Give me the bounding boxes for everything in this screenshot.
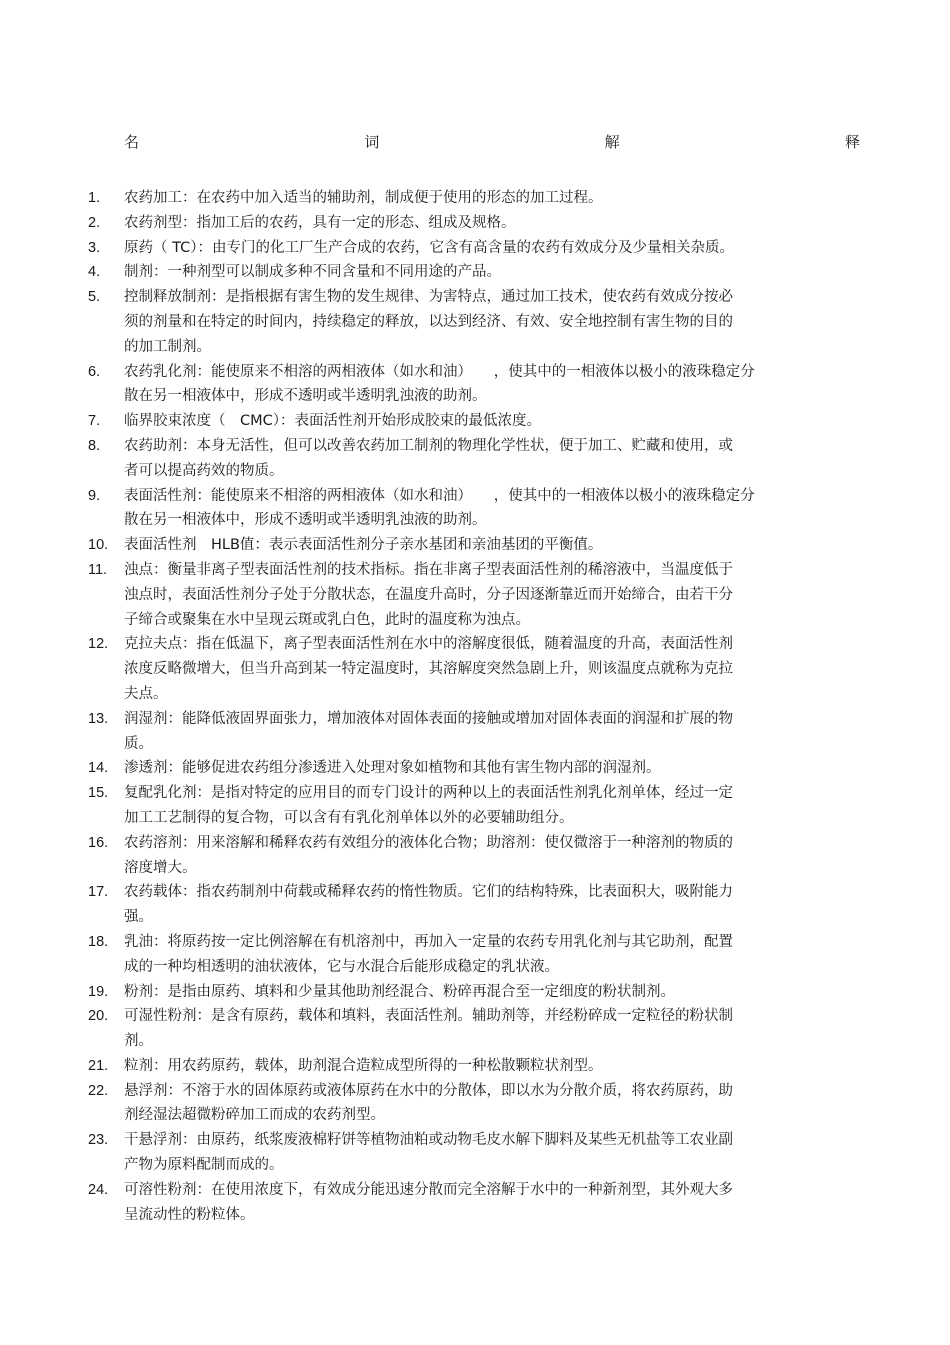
list-item xyxy=(0,484,950,534)
item-number: 1. xyxy=(88,190,101,206)
item-definition: 粒剂：用农药原药，载体，助剂混合造粒成型所得的一种松散颗粒状剂型。 xyxy=(124,1057,603,1074)
list-item xyxy=(0,186,950,211)
item-definition: 原药（ TC）：由专门的化工厂生产合成的农药，它含有高含量的农药有效成分及少量相关杂质。 xyxy=(124,239,734,256)
item-number: 4. xyxy=(88,264,101,281)
item-definition: 乳油：将原药按一定比例溶解在有机溶剂中，再加入一定量的农药专用乳化剂与其它助剂，配置 成的一种均相透明的油状液体，它与水混合后能形成稳定的乳状液。 xyxy=(124,933,733,975)
item-definition: 克拉夫点：指在低温下，离子型表面活性剂在水中的溶解度很低，随着温度的升高，表面活性剂 浓度反略微增大，但当升高到某一特定温度时，其溶解度突然急剧上升，则该温度点就称为克拉 夫点。 xyxy=(124,636,733,702)
list-item xyxy=(0,707,950,757)
list-item xyxy=(0,558,950,632)
list-item xyxy=(0,236,950,261)
item-number: 15. xyxy=(88,785,109,802)
item-number: 19. xyxy=(88,983,109,1000)
item-number: 24. xyxy=(88,1181,109,1198)
item-definition: 表面活性剂 HLB值：表示表面活性剂分子亲水基团和亲油基团的平衡值。 xyxy=(124,537,603,554)
item-definition: 农药乳化剂：能使原来不相溶的两相液体（如水和油） ，使其中的一相液体以极小的液珠稳定分 散在另一相液体中，形成不透明或半透明乳浊液的助剂。 xyxy=(124,363,755,405)
item-definition: 可湿性粉剂：是含有原药，载体和填料，表面活性剂。辅助剂等，并经粉碎成一定粒径的粉状制 剂。 xyxy=(124,1008,733,1050)
list-item xyxy=(0,409,950,434)
item-number: 23. xyxy=(88,1132,109,1149)
item-number: 11. xyxy=(88,561,108,578)
list-item xyxy=(0,285,950,359)
list-item xyxy=(0,260,950,285)
item-number: 3. xyxy=(88,239,101,256)
list-item xyxy=(0,1128,950,1178)
term-list xyxy=(0,186,950,1227)
item-definition: 临界胶束浓度（ CMC）：表面活性剂开始形成胶束的最低浓度。 xyxy=(124,413,542,430)
item-number: 2. xyxy=(88,214,101,231)
item-number: 22. xyxy=(88,1082,109,1099)
item-definition: 农药溶剂：用来溶解和稀释农药有效组分的液体化合物；助溶剂：使仅微溶于一种溶剂的物质的 溶度增大。 xyxy=(124,834,733,876)
item-definition: 农药载体：指农药制剂中荷载或稀释农药的惰性物质。它们的结构特殊，比表面积大，吸附能力 强。 xyxy=(124,884,733,926)
list-item xyxy=(0,1079,950,1129)
item-number: 10. xyxy=(88,537,109,554)
item-definition: 农药加工：在农药中加入适当的辅助剂，制成便于使用的形态的加工过程。 xyxy=(124,190,603,206)
item-definition: 干悬浮剂：由原药，纸浆废液棉籽饼等植物油粕或动物毛皮水解下脚料及某些无机盐等工农业副 产物为原料配制而成的。 xyxy=(124,1132,733,1174)
item-number: 17. xyxy=(88,884,109,901)
item-number: 9. xyxy=(88,487,101,504)
item-number: 16. xyxy=(88,834,109,851)
list-item xyxy=(0,756,950,781)
title-char: 词 xyxy=(364,133,380,151)
item-definition: 粉剂：是指由原药、填料和少量其他助剂经混合、粉碎再混合至一定细度的粉状制剂。 xyxy=(124,983,675,1000)
item-definition: 渗透剂：能够促进农药组分渗透进入处理对象如植物和其他有害生物内部的润湿剂。 xyxy=(124,760,661,777)
item-number: 7. xyxy=(88,413,101,430)
item-number: 21. xyxy=(88,1057,109,1074)
list-item xyxy=(0,632,950,706)
list-item xyxy=(0,1178,950,1228)
item-definition: 可溶性粉剂：在使用浓度下，有效成分能迅速分散而完全溶解于水中的一种新剂型，其外观大多 呈流动性的粉粒体。 xyxy=(124,1181,733,1223)
list-item xyxy=(0,211,950,236)
list-item xyxy=(0,930,950,980)
list-item xyxy=(0,1054,950,1079)
item-definition: 悬浮剂：不溶于水的固体原药或液体原药在水中的分散体，即以水为分散介质，将农药原药，助 剂经湿法超微粉碎加工而成的农药剂型。 xyxy=(124,1082,733,1124)
item-definition: 控制释放制剂：是指根据有害生物的发生规律、为害特点，通过加工技术，使农药有效成分按必 须的剂量和在特定的时间内，持续稳定的释放，以达到经济、有效、安全地控制有害生物的目的 的加工制剂。 xyxy=(124,289,733,355)
item-definition: 润湿剂：能降低液固界面张力，增加液体对固体表面的接触或增加对固体表面的润湿和扩展的物 质。 xyxy=(124,710,733,752)
list-item xyxy=(0,980,950,1005)
item-number: 5. xyxy=(88,289,101,306)
item-number: 12. xyxy=(88,636,109,653)
item-definition: 制剂：一种剂型可以制成多种不同含量和不同用途的产品。 xyxy=(124,264,501,281)
page-title xyxy=(124,132,860,152)
list-item xyxy=(0,781,950,831)
list-item xyxy=(0,533,950,558)
item-number: 6. xyxy=(88,363,101,380)
item-definition: 农药助剂：本身无活性，但可以改善农药加工制剂的物理化学性状，便于加工、贮藏和使用，或 者可以提高药效的物质。 xyxy=(124,437,733,479)
title-char: 解 xyxy=(604,133,620,151)
list-item xyxy=(0,880,950,930)
item-number: 18. xyxy=(88,933,109,950)
title-char: 名 xyxy=(124,133,140,151)
item-number: 13. xyxy=(88,710,109,727)
list-item xyxy=(0,1004,950,1054)
item-number: 20. xyxy=(88,1008,109,1025)
list-item xyxy=(0,831,950,881)
item-definition: 表面活性剂：能使原来不相溶的两相液体（如水和油） ，使其中的一相液体以极小的液珠稳定分 散在另一相液体中，形成不透明或半透明乳浊液的助剂。 xyxy=(124,487,755,529)
item-number: 14. xyxy=(88,760,109,777)
title-char: 释 xyxy=(844,133,860,151)
item-definition: 复配乳化剂：是指对特定的应用目的而专门设计的两种以上的表面活性剂乳化剂单体，经过一定 加工工艺制得的复合物，可以含有有乳化剂单体以外的必要辅助组分。 xyxy=(124,785,733,826)
item-number: 8. xyxy=(88,437,101,454)
item-definition: 农药剂型：指加工后的农药，具有一定的形态、组成及规格。 xyxy=(124,214,516,231)
list-item xyxy=(0,434,950,484)
list-item xyxy=(0,360,950,410)
item-definition: 浊点：衡量非离子型表面活性剂的技术指标。指在非离子型表面活性剂的稀溶液中，当温度低于 浊点时，表面活性剂分子处于分散状态，在温度升高时，分子因逐渐靠近而开始缔合，由若干分 子缔合或聚集在水中呈现云斑或乳白色，此时的温度称为浊点。 xyxy=(124,561,733,628)
